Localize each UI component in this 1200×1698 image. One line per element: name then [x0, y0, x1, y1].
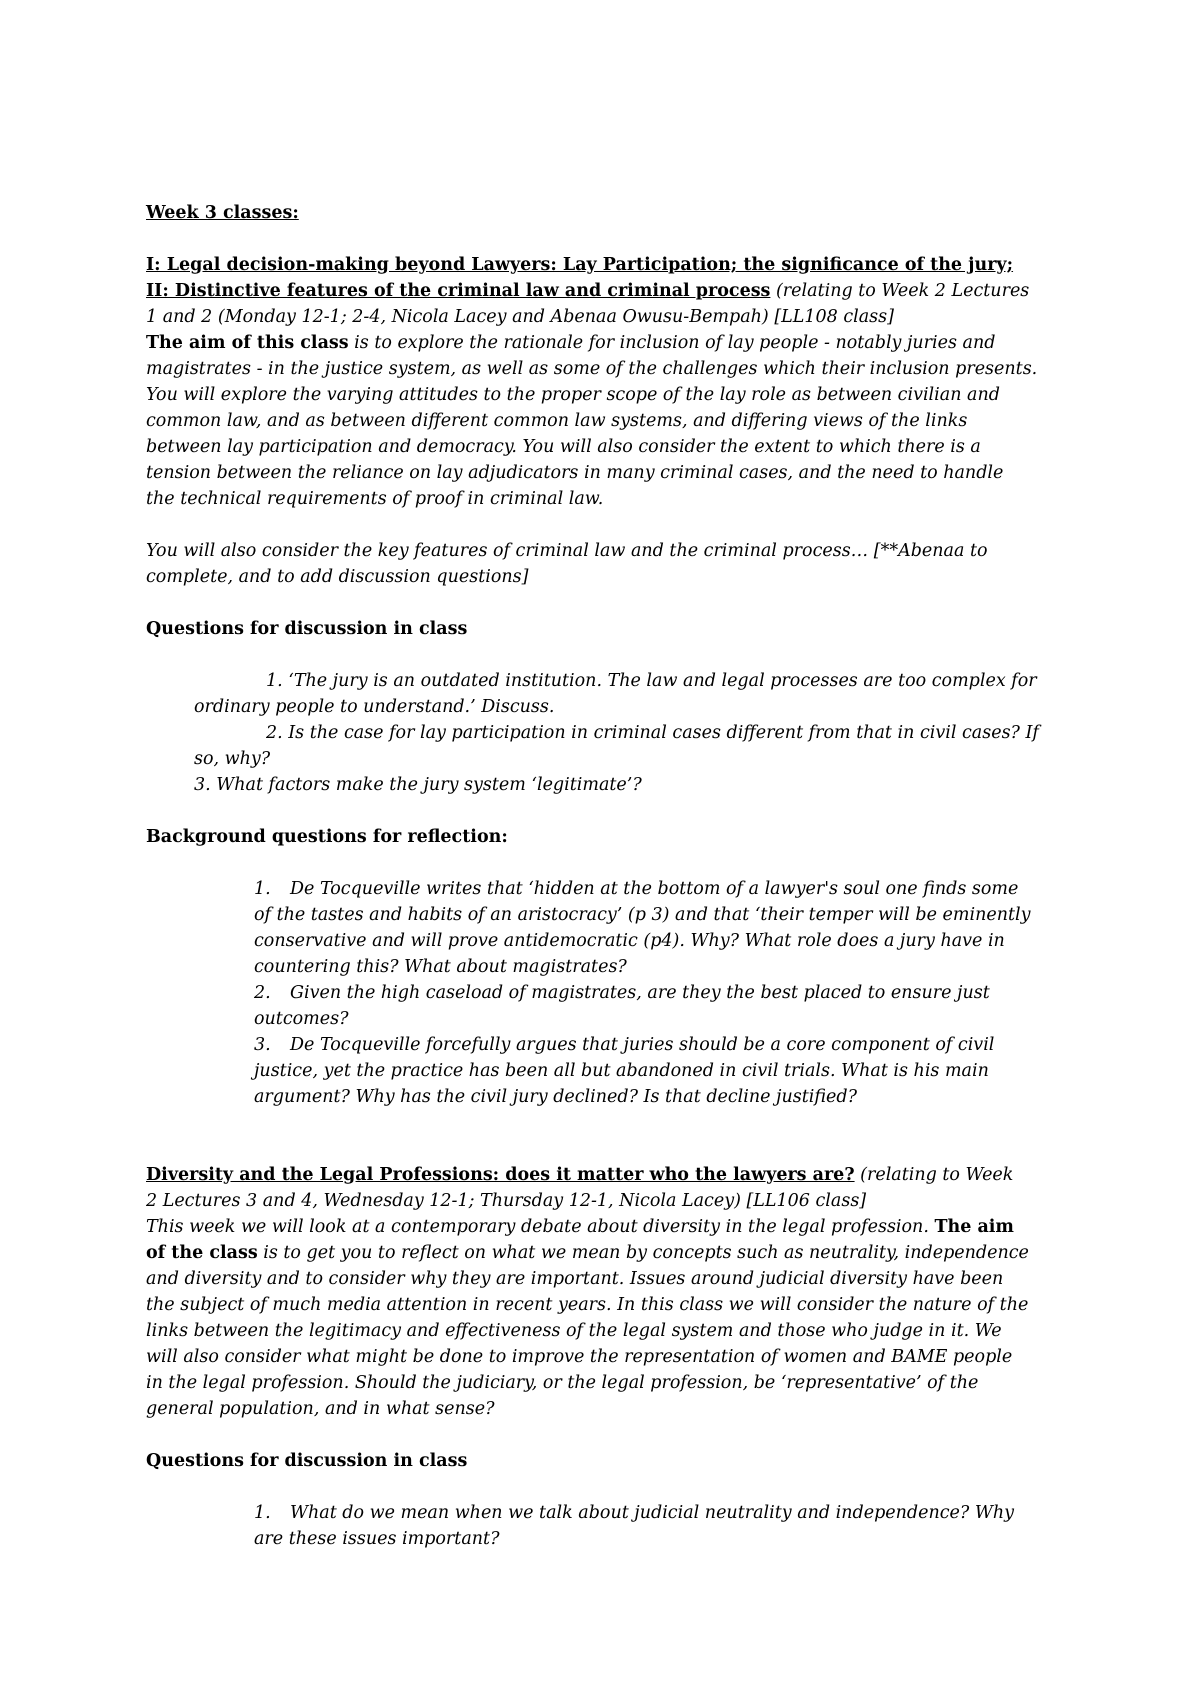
page-title: Week 3 classes:	[146, 203, 299, 223]
section1-aim-text: is to explore the rationale for inclusion of lay people - notably juries and	[348, 333, 996, 353]
section2-intro-text: This week we will look at a contemporary debate about diversity in the legal profession.	[146, 1217, 935, 1237]
section2-heading-cont: 2 Lectures 3 and 4, Wednesday 12-1; Thursday 12-1, Nicola Lacey) [LL106 class]	[146, 1191, 867, 1211]
section1-aim-line	[146, 330, 1066, 356]
section2-body-text: links between the legitimacy and effectiveness of the legal system and those who judge in it. We	[146, 1321, 1002, 1341]
section1-extra-text: You will also consider the key features of criminal law and the criminal process… [**Abenaa to	[146, 541, 988, 561]
discussion-item: ordinary people to understand.’ Discuss.	[194, 697, 555, 717]
section2-body-text: and diversity and to consider why they are important. Issues around judicial diversity have been	[146, 1269, 1004, 1289]
section2-heading-line	[146, 1162, 1066, 1188]
list-text: of the tastes and habits of an aristocracy’ (p 3) and that ‘their temper will be eminently	[254, 905, 1031, 925]
section2-body-text: will also consider what might be done to improve the representation of women and BAME people	[146, 1347, 1013, 1367]
list-text: are these issues important?	[254, 1529, 500, 1549]
section2-intro-line-2	[146, 1240, 1066, 1266]
list-text: What do we mean when we talk about judicial neutrality and independence? Why	[290, 1503, 1015, 1523]
list-text: outcomes?	[254, 1009, 349, 1029]
list-text: De Tocqueville forcefully argues that juries should be a core component of civil	[290, 1035, 995, 1055]
section1-heading-2-cont: 1 and 2 (Monday 12-1; 2-4, Nicola Lacey and Abenaa Owusu-Bempah) [LL108 class]	[146, 307, 894, 327]
section1-aim-text: You will explore the varying attitudes to the proper scope of the lay role as between civilian and	[146, 385, 1000, 405]
section1-heading-2-tail: (relating to Week 2 Lectures	[770, 281, 1030, 301]
list-number: 2.	[254, 983, 271, 1003]
section1-discussion-heading: Questions for discussion in class	[146, 619, 468, 639]
list-text: Given the high caseload of magistrates, are they the best placed to ensure just	[290, 983, 990, 1003]
section2-heading-tail: (relating to Week	[854, 1165, 1014, 1185]
list-text: countering this? What about magistrates?	[254, 957, 627, 977]
section2-discussion-heading: Questions for discussion in class	[146, 1451, 468, 1471]
section2-discussion-item-1	[146, 1500, 1066, 1526]
section1-aim-text: between lay participation and democracy. You will also consider the extent to which there is a	[146, 437, 981, 457]
list-number: 1.	[254, 879, 271, 899]
section2-aim-bold: of the class	[146, 1243, 258, 1263]
list-text: justice, yet the practice has been all but abandoned in civil trials. What is his main	[254, 1061, 989, 1081]
background-item-2	[146, 980, 1066, 1006]
section1-aim-text: tension between the reliance on lay adjudicators in many criminal cases, and the need to handle	[146, 463, 1004, 483]
list-text: De Tocqueville writes that ‘hidden at the bottom of a lawyer's soul one finds some	[290, 879, 1019, 899]
section2-body-text: the subject of much media attention in recent years. In this class we will consider the nature of the	[146, 1295, 1029, 1315]
background-heading: Background questions for reflection:	[146, 827, 508, 847]
section1-heading-1: I: Legal decision-making beyond Lawyers: Lay Participation; the significance of the jury;	[146, 255, 1014, 275]
section1-aim-text: the technical requirements of proof in criminal law.	[146, 489, 604, 509]
section2-intro-text: is to get you to reflect on what we mean by concepts such as neutrality, independence	[257, 1243, 1029, 1263]
discussion-item: 3. What factors make the jury system ‘legitimate’?	[194, 775, 642, 795]
section2-body-text: in the legal profession. Should the judiciary, or the legal profession, be ‘representative’ of the	[146, 1373, 979, 1393]
section1-heading-2-line	[146, 278, 1066, 304]
section2-aim-bold: The aim	[934, 1217, 1014, 1237]
section2-body-text: general population, and in what sense?	[146, 1399, 495, 1419]
list-text: argument? Why has the civil jury declined? Is that decline justified?	[254, 1087, 857, 1107]
list-text: conservative and will prove antidemocratic (p4). Why? What role does a jury have in	[254, 931, 1005, 951]
list-number: 1.	[254, 1503, 271, 1523]
discussion-item: 1. ‘The jury is an outdated institution. The law and legal processes are too complex for	[266, 671, 1037, 691]
section1-aim-text: common law, and as between different common law systems, and differing views of the links	[146, 411, 968, 431]
background-item-3	[146, 1032, 1066, 1058]
background-item-1	[146, 876, 1066, 902]
discussion-item: 2. Is the case for lay participation in criminal cases different from that in civil cases? If	[266, 723, 1039, 743]
section1-heading-2: II: Distinctive features of the criminal law and criminal process	[146, 281, 771, 301]
section2-intro-line	[146, 1214, 1066, 1240]
document-page	[146, 200, 1066, 1552]
section1-aim-bold: The aim of this class	[146, 333, 349, 353]
list-number: 3.	[254, 1035, 271, 1055]
section1-extra-text: complete, and to add discussion questions]	[146, 567, 529, 587]
section1-aim-text: magistrates - in the justice system, as well as some of the challenges which their inclusion presents.	[146, 359, 1038, 379]
section2-heading: Diversity and the Legal Professions: does it matter who the lawyers are?	[146, 1165, 855, 1185]
discussion-item: so, why?	[194, 749, 271, 769]
